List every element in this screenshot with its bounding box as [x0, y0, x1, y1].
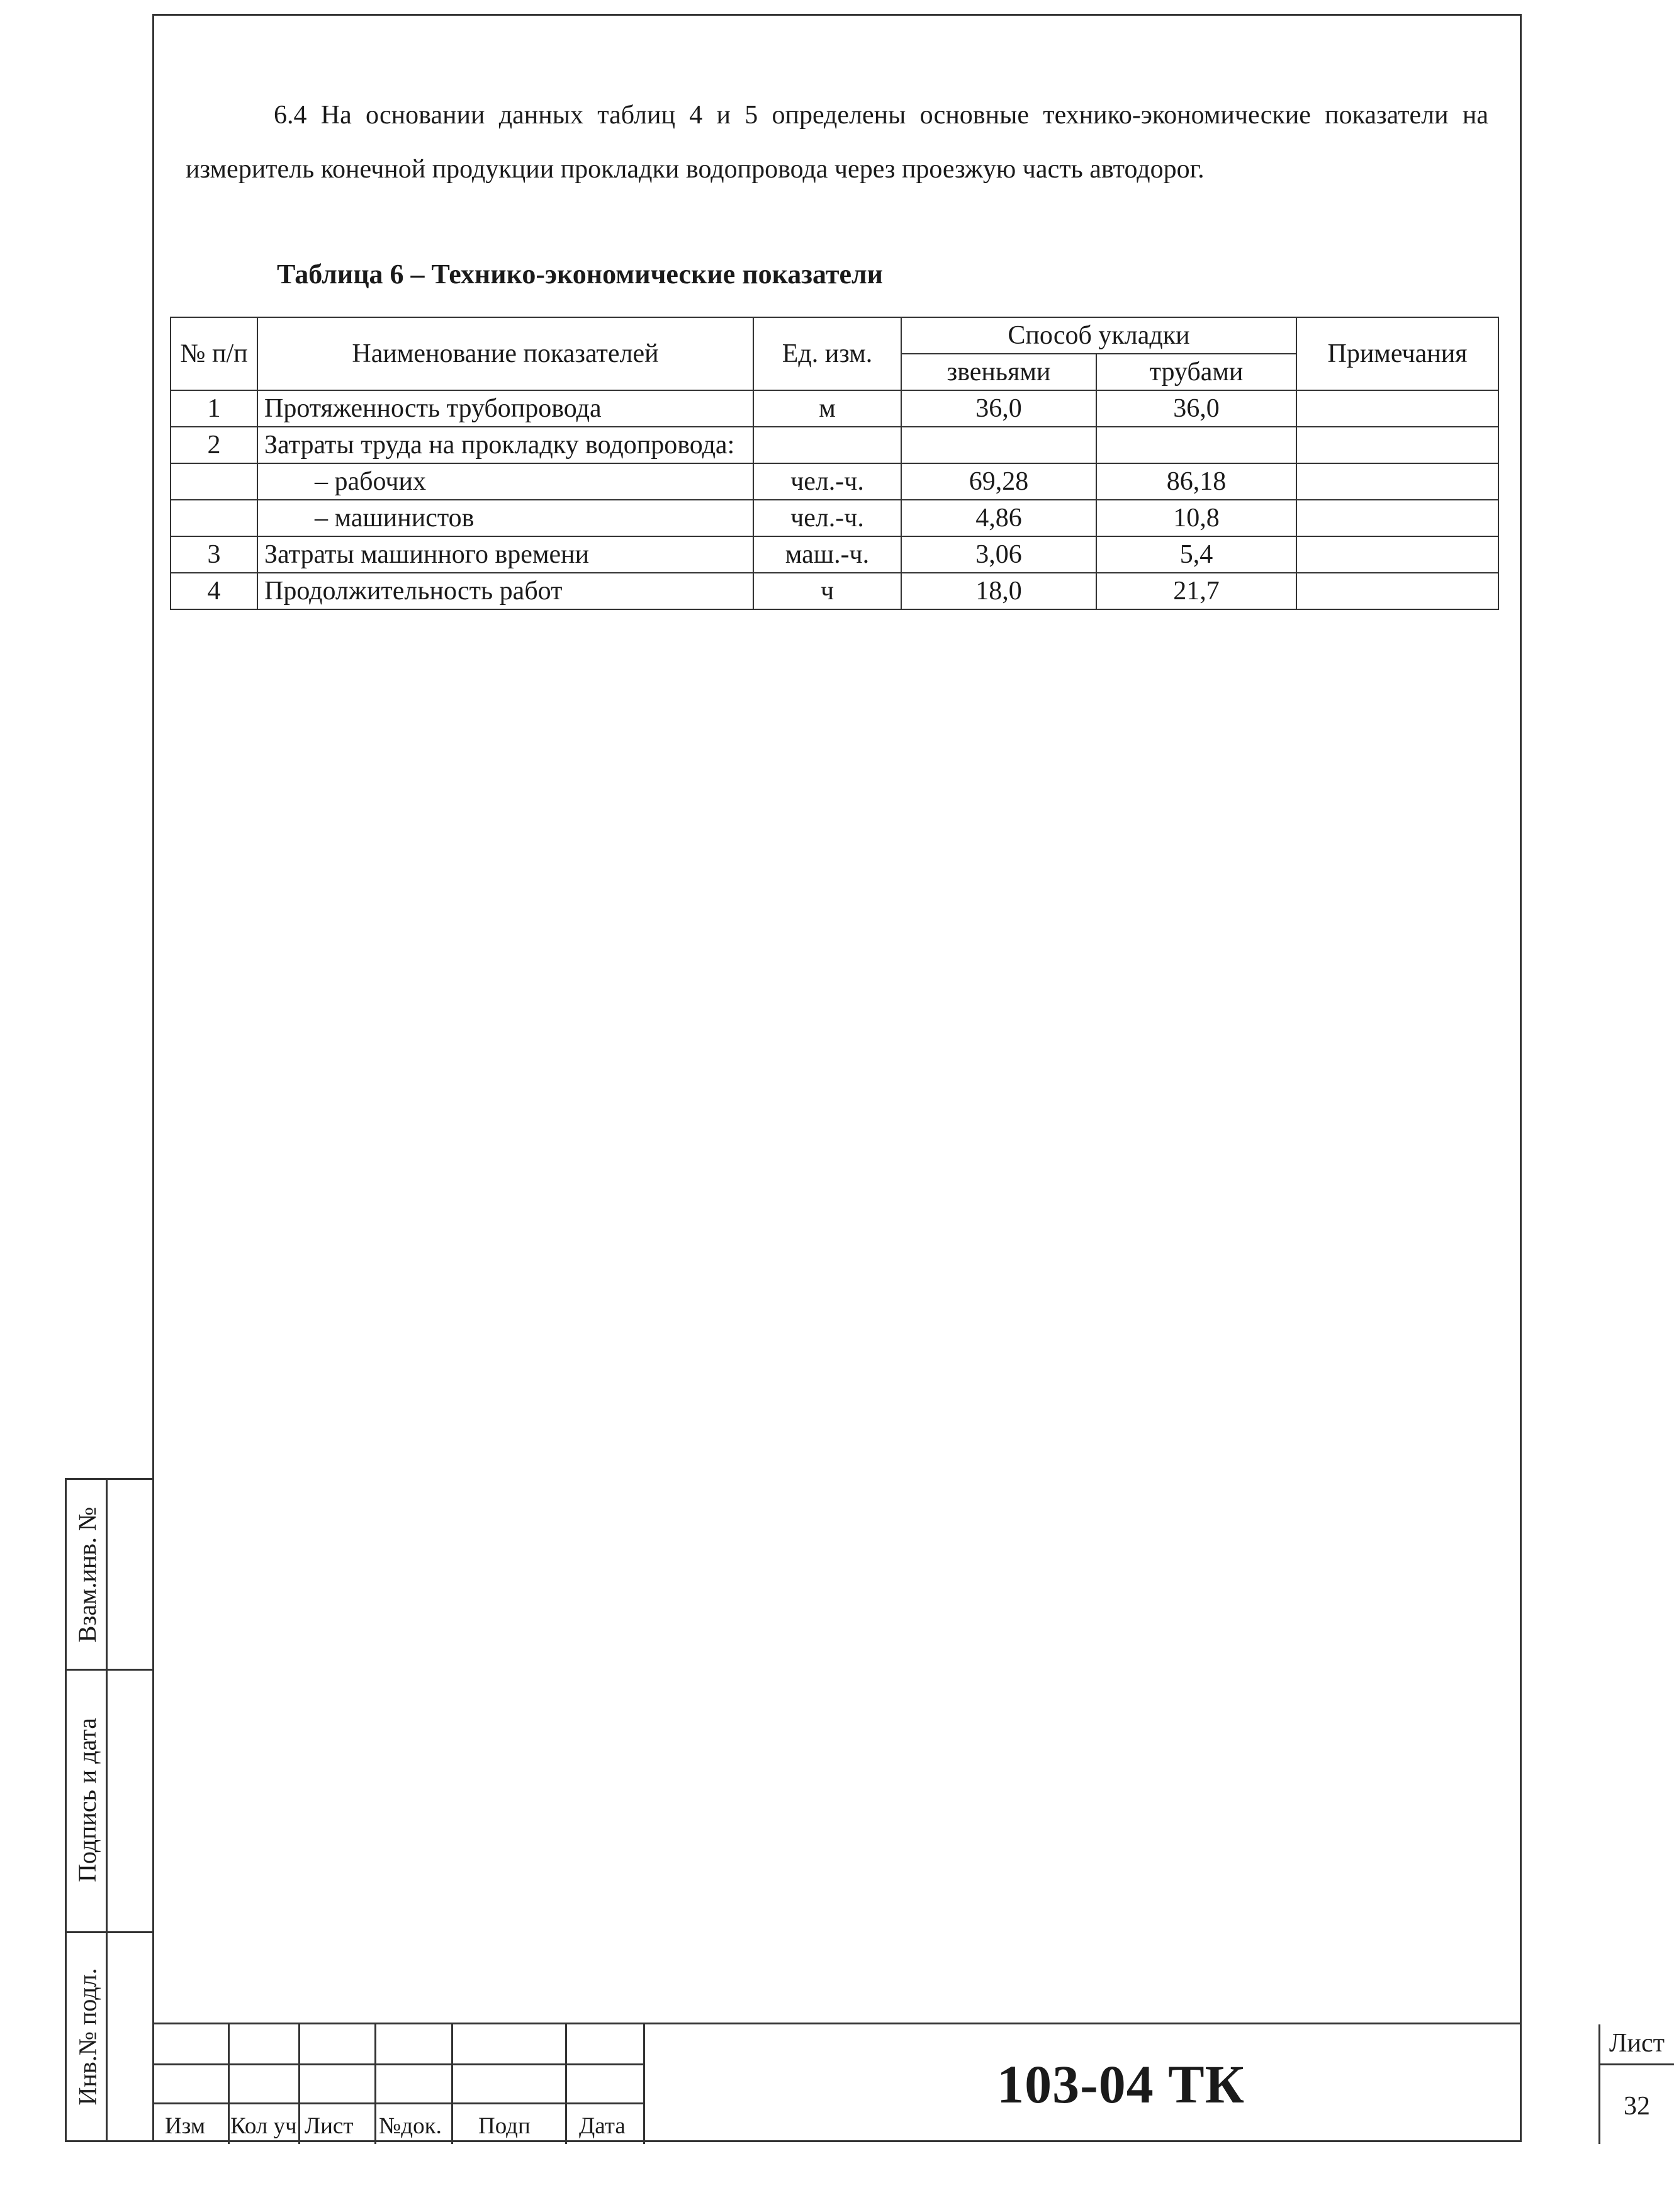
intro-paragraph: 6.4 На основании данных таблиц 4 и 5 определены основные технико-экономические показатели на измеритель конечной продукции прокладки водопровода через проезжую часть автодорог.	[186, 101, 1488, 184]
cell-notes	[1296, 390, 1498, 427]
header-num: № п/п	[171, 317, 257, 390]
cell-num: 1	[171, 390, 257, 427]
cell-unit: маш.-ч.	[753, 536, 901, 573]
cell-pipes: 36,0	[1096, 390, 1296, 427]
cell-num: 3	[171, 536, 257, 573]
cell-unit: чел.-ч.	[753, 463, 901, 500]
side-stamp	[65, 1478, 152, 2142]
cell-pipes: 10,8	[1096, 500, 1296, 536]
table-header-row	[171, 317, 1498, 354]
col-kol-uch: Кол уч	[230, 2113, 297, 2139]
cell-links: 4,86	[901, 500, 1096, 536]
cell-name: Затраты машинного времени	[257, 536, 753, 573]
col-podp: Подп	[478, 2113, 531, 2139]
cell-notes	[1296, 500, 1498, 536]
cell-links: 3,06	[901, 536, 1096, 573]
sheet-number: 32	[1624, 2092, 1650, 2121]
stamp-vzam-inv: Взам.инв. №	[73, 1506, 102, 1642]
table-row	[171, 427, 1498, 463]
cell-num: 4	[171, 573, 257, 609]
cell-name: – рабочих	[257, 463, 753, 500]
cell-pipes	[1096, 427, 1296, 463]
cell-name: – машинистов	[257, 500, 753, 536]
cell-notes	[1296, 536, 1498, 573]
cell-notes	[1296, 427, 1498, 463]
table-row	[171, 390, 1498, 427]
cell-pipes: 21,7	[1096, 573, 1296, 609]
cell-num	[171, 463, 257, 500]
cell-unit: чел.-ч.	[753, 500, 901, 536]
cell-notes	[1296, 573, 1498, 609]
cell-unit: ч	[753, 573, 901, 609]
stamp-signature-date: Подпись и дата	[73, 1717, 101, 1883]
cell-num: 2	[171, 427, 257, 463]
col-izm: Изм	[165, 2113, 206, 2139]
table-row	[171, 463, 1498, 500]
header-notes: Примечания	[1296, 317, 1498, 390]
header-method-links: звеньями	[901, 354, 1096, 390]
cell-pipes: 5,4	[1096, 536, 1296, 573]
document-code: 103-04 ТК	[997, 2054, 1245, 2114]
header-unit: Ед. изм.	[753, 317, 901, 390]
title-block	[152, 2023, 1665, 2142]
cell-links: 69,28	[901, 463, 1096, 500]
cell-links	[901, 427, 1096, 463]
col-data: Дата	[579, 2113, 626, 2139]
header-method: Способ укладки	[901, 317, 1296, 354]
cell-pipes: 86,18	[1096, 463, 1296, 500]
stamp-inv-podl: Инв.№ подл.	[73, 1968, 102, 2106]
col-list: Лист	[305, 2113, 354, 2139]
cell-notes	[1296, 463, 1498, 500]
cell-num	[171, 500, 257, 536]
indicators-table	[170, 317, 1499, 610]
header-method-pipes: трубами	[1096, 354, 1296, 390]
cell-links: 36,0	[901, 390, 1096, 427]
table-row	[171, 573, 1498, 609]
cell-unit: м	[753, 390, 901, 427]
table-row	[171, 500, 1498, 536]
cell-name: Затраты труда на прокладку водопровода:	[257, 427, 753, 463]
cell-links: 18,0	[901, 573, 1096, 609]
col-ndok: №док.	[379, 2113, 442, 2139]
cell-name: Протяженность трубопровода	[257, 390, 753, 427]
table-row	[171, 536, 1498, 573]
sheet-label: Лист	[1609, 2029, 1665, 2058]
header-name: Наименование показателей	[257, 317, 753, 390]
table-caption: Таблица 6 – Технико-экономические показатели	[277, 259, 884, 290]
cell-unit	[753, 427, 901, 463]
cell-name: Продолжительность работ	[257, 573, 753, 609]
